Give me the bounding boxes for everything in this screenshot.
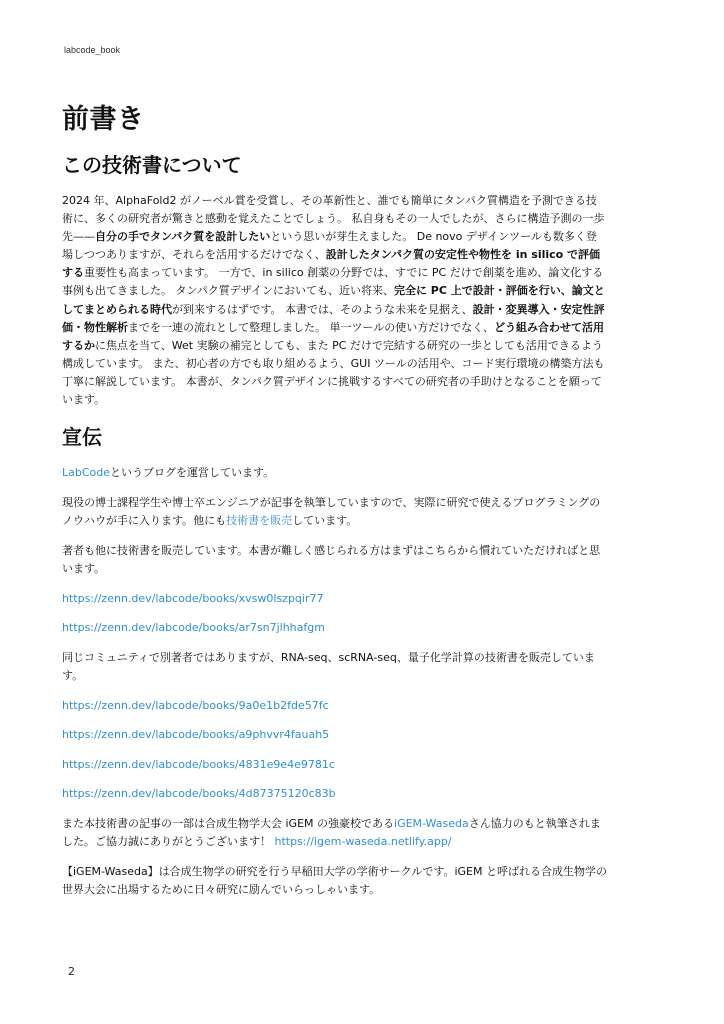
intro-text-2: という思いが芽生えました。 De novo デザインツールも数多く登場しつつありますが、それらを活用するだけでなく、 bbox=[62, 230, 597, 262]
intro-bold-4: 設計・変異導入・安定性評価・物性解析 bbox=[62, 302, 605, 334]
author-book-link[interactable]: https://zenn.dev/labcode/books/xvsw0lszpqir77 bbox=[62, 591, 324, 605]
intro-text-3: 重要性も高まっています。 一方で、in silico 創薬の分野では、すでに PC だけで創薬を進め、論文化する事例も出てきました。 タンパク質デザインにおいても、近い将来、 bbox=[62, 266, 604, 298]
community-book-link[interactable]: https://zenn.dev/labcode/books/4831e9e4e9781c bbox=[62, 757, 335, 771]
writers-text-end: しています。 bbox=[292, 514, 358, 528]
intro-bold-2: 設計したタンパク質の安定性や物性を in silico で評価する bbox=[62, 248, 601, 280]
tech-books-link[interactable]: 技術書を販売 bbox=[226, 514, 293, 528]
intro-text-6: に焦点を当て、Wet 実験の補完としても、また PC だけで完結する研究の一歩としても活用できるよう構成しています。 また、初心者の方でも取り組めるよう、GUI ツールの活用や、コード実行環境の構築方法も丁寧に解説しています。 本書が、タンパク質デザインに挑戦するすべての研究者の手助けとなることを願っています。 bbox=[62, 338, 605, 407]
author-book-link[interactable]: https://zenn.dev/labcode/books/ar7sn7jlhhafgm bbox=[62, 621, 325, 635]
page-content bbox=[62, 100, 607, 911]
blog-paragraph bbox=[62, 464, 607, 483]
intro-bold-1: 自分の手でタンパク質を設計したい bbox=[95, 230, 271, 244]
igem-description: 【iGEM-Waseda】は合成生物学の研究を行う早稲田大学の学術サークルです。iGEM と呼ばれる合成生物学の世界大会に出場するために日々研究に励んでいらっしゃいます。 bbox=[62, 864, 607, 897]
igem-thanks-text: さん協力のもと執筆されました。ご協力誠にありがとうございます！ bbox=[62, 816, 601, 849]
igem-waseda-link[interactable]: iGEM-Waseda bbox=[394, 816, 469, 830]
community-book-link[interactable]: https://zenn.dev/labcode/books/9a0e1b2fde57fc bbox=[62, 698, 329, 712]
community-book-link[interactable]: https://zenn.dev/labcode/books/a9phvvr4fauah5 bbox=[62, 728, 330, 742]
intro-text-4: が到来するはずです。 本書では、そのような未来を見据え、 bbox=[172, 302, 473, 316]
intro-paragraph bbox=[62, 192, 607, 409]
writers-text: 現役の博士課程学生や博士卒エンジニアが記事を執筆していますので、実際に研究で使えるプログラミングのノウハウが手に入ります。他にも bbox=[62, 495, 601, 528]
running-header: labcode_book bbox=[64, 45, 121, 55]
igem-paragraph bbox=[62, 815, 607, 852]
intro-bold-3: 完全に PC 上で設計・評価を行い、論文としてまとめられる時代 bbox=[62, 284, 605, 316]
labcode-link[interactable]: LabCode bbox=[62, 466, 111, 480]
author-book-link-paragraph bbox=[62, 619, 607, 638]
section-heading-promo: 宣伝 bbox=[62, 425, 102, 450]
page-number: 2 bbox=[68, 965, 75, 978]
author-book-link-paragraph bbox=[62, 590, 607, 609]
blog-text: というブログを運営しています。 bbox=[110, 466, 275, 480]
section-heading-about: この技術書について bbox=[62, 153, 242, 177]
igem-text: また本技術書の記事の一部は合成生物学大会 iGEM の強豪校である bbox=[62, 816, 395, 830]
community-book-link[interactable]: https://zenn.dev/labcode/books/4d87375120c83b bbox=[62, 787, 336, 801]
community-book-link-paragraph bbox=[62, 785, 607, 804]
community-book-link-paragraph bbox=[62, 756, 607, 775]
intro-bold-5: どう組み合わせて活用するか bbox=[62, 320, 605, 352]
intro-text-5: までを一連の流れとして整理しました。 単一ツールの使い方だけでなく、 bbox=[128, 320, 495, 334]
igem-url-link[interactable]: https://igem-waseda.netlify.app/ bbox=[274, 835, 452, 849]
community-book-link-paragraph bbox=[62, 726, 607, 745]
intro-text-1: 2024 年、AlphaFold2 がノーベル賞を受賞し、その革新性と、誰でも簡単にタンパク質構造を予測できる技術に、多くの研究者が驚きと感動を覚えたことでしょう。 私自身もその一人でしたが、さらに構造予測の一歩先—— bbox=[62, 194, 605, 244]
page-title: 前書き bbox=[62, 104, 145, 135]
community-paragraph: 同じコミュニティで別著者ではありますが、RNA-seq、scRNA-seq、量子化学計算の技術書を販売しています。 bbox=[62, 650, 595, 683]
community-book-link-paragraph bbox=[62, 697, 607, 716]
writers-paragraph bbox=[62, 494, 607, 531]
other-books-paragraph: 著者も他に技術書を販売しています。本書が難しく感じられる方はまずはこちらから慣れていただければと思います。 bbox=[62, 543, 601, 576]
